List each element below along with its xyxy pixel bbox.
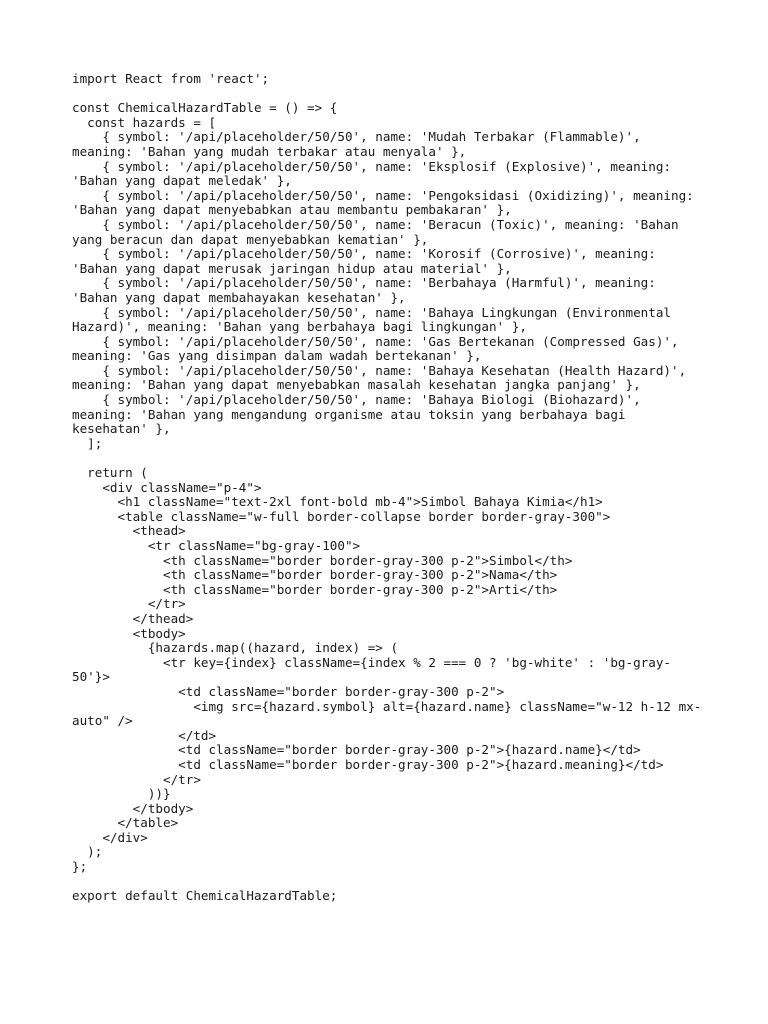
code-line: Hazard)', meaning: 'Bahan yang berbahaya bagi lingkungan' }, bbox=[72, 319, 527, 335]
code-line: }; bbox=[72, 859, 88, 875]
code-line: kesehatan' }, bbox=[72, 421, 171, 437]
code-line: <th className="border border-gray-300 p-2">Arti</th> bbox=[72, 581, 558, 597]
code-line: ))} bbox=[72, 786, 171, 802]
code-line: 'Bahan yang dapat merusak jaringan hidup atau material' }, bbox=[72, 260, 512, 276]
code-line: <tr className="bg-gray-100"> bbox=[72, 538, 361, 553]
code-line: import React from 'react'; bbox=[72, 71, 270, 86]
code-line bbox=[72, 451, 712, 466]
code-line: </div> bbox=[72, 829, 148, 845]
code-line: <div className="p-4"> bbox=[72, 479, 262, 495]
code-line: <th className="border border-gray-300 p-2">Nama</th> bbox=[72, 567, 558, 583]
code-line: <img src={hazard.symbol} alt={hazard.name} className="w-12 h-12 mx- bbox=[72, 698, 702, 714]
code-line: meaning: 'Bahan yang mengandung organisme atau toksin yang berbahaya bagi bbox=[72, 406, 626, 422]
code-line: { symbol: '/api/placeholder/50/50', name: 'Mudah Terbakar (Flammable)', bbox=[72, 129, 641, 145]
code-line: const hazards = [ bbox=[72, 114, 217, 130]
code-line: </tbody> bbox=[72, 800, 194, 816]
code-line: <td className="border border-gray-300 p-2"> bbox=[72, 683, 505, 699]
code-line: { symbol: '/api/placeholder/50/50', name: 'Eksplosif (Explosive)', meaning: bbox=[72, 158, 671, 174]
code-line: { symbol: '/api/placeholder/50/50', name: 'Pengoksidasi (Oxidizing)', meaning: bbox=[72, 187, 694, 203]
code-line bbox=[72, 87, 712, 102]
code-line: <td className="border border-gray-300 p-2">{hazard.name}</td> bbox=[72, 742, 641, 758]
code-line: 'Bahan yang dapat menyebabkan atau membantu pembakaran' }, bbox=[72, 202, 512, 218]
code-line: export default ChemicalHazardTable; bbox=[72, 888, 338, 904]
code-line: meaning: 'Gas yang disimpan dalam wadah bertekanan' }, bbox=[72, 348, 482, 364]
code-line: { symbol: '/api/placeholder/50/50', name: 'Bahaya Biologi (Biohazard)', bbox=[72, 392, 641, 408]
code-line: <th className="border border-gray-300 p-2">Simbol</th> bbox=[72, 552, 573, 568]
code-line: 50'}> bbox=[72, 669, 110, 685]
code-line: <h1 className="text-2xl font-bold mb-4">Simbol Bahaya Kimia</h1> bbox=[72, 494, 603, 510]
code-line: <tr key={index} className={index % 2 === 0 ? 'bg-white' : 'bg-gray- bbox=[72, 654, 671, 670]
code-line: auto" /> bbox=[72, 713, 133, 729]
code-line: { symbol: '/api/placeholder/50/50', name: 'Korosif (Corrosive)', meaning: bbox=[72, 246, 656, 262]
code-line: <tbody> bbox=[72, 625, 186, 641]
code-line: return ( bbox=[72, 465, 148, 481]
code-line: </td> bbox=[72, 727, 217, 743]
code-line: { symbol: '/api/placeholder/50/50', name: 'Berbahaya (Harmful)', meaning: bbox=[72, 275, 656, 291]
code-line bbox=[72, 875, 712, 890]
code-line: ); bbox=[72, 844, 103, 860]
code-line: meaning: 'Bahan yang mudah terbakar atau menyala' }, bbox=[72, 143, 467, 159]
code-line: const ChemicalHazardTable = () => { bbox=[72, 100, 338, 116]
code-line: yang beracun dan dapat menyebabkan kematian' }, bbox=[72, 231, 429, 247]
code-line: 'Bahan yang dapat meledak' }, bbox=[72, 173, 292, 189]
code-listing bbox=[72, 72, 712, 904]
code-line: </thead> bbox=[72, 610, 194, 626]
code-line: 'Bahan yang dapat membahayakan kesehatan' }, bbox=[72, 289, 406, 305]
code-line: ]; bbox=[72, 435, 103, 451]
code-line: </tr> bbox=[72, 771, 201, 787]
code-line: <table className="w-full border-collapse border border-gray-300"> bbox=[72, 508, 611, 524]
code-line: <td className="border border-gray-300 p-2">{hazard.meaning}</td> bbox=[72, 756, 664, 772]
code-line: {hazards.map((hazard, index) => ( bbox=[72, 640, 399, 656]
code-line: { symbol: '/api/placeholder/50/50', name: 'Beracun (Toxic)', meaning: 'Bahan bbox=[72, 216, 679, 232]
code-line: { symbol: '/api/placeholder/50/50', name: 'Bahaya Kesehatan (Health Hazard)', bbox=[72, 362, 687, 378]
code-line: meaning: 'Bahan yang dapat menyebabkan masalah kesehatan jangka panjang' }, bbox=[72, 377, 641, 393]
code-line: { symbol: '/api/placeholder/50/50', name: 'Bahaya Lingkungan (Environmental bbox=[72, 304, 671, 320]
code-line: </table> bbox=[72, 815, 179, 831]
code-line: </tr> bbox=[72, 596, 186, 612]
code-line: <thead> bbox=[72, 523, 186, 539]
code-line: { symbol: '/api/placeholder/50/50', name: 'Gas Bertekanan (Compressed Gas)', bbox=[72, 333, 679, 349]
